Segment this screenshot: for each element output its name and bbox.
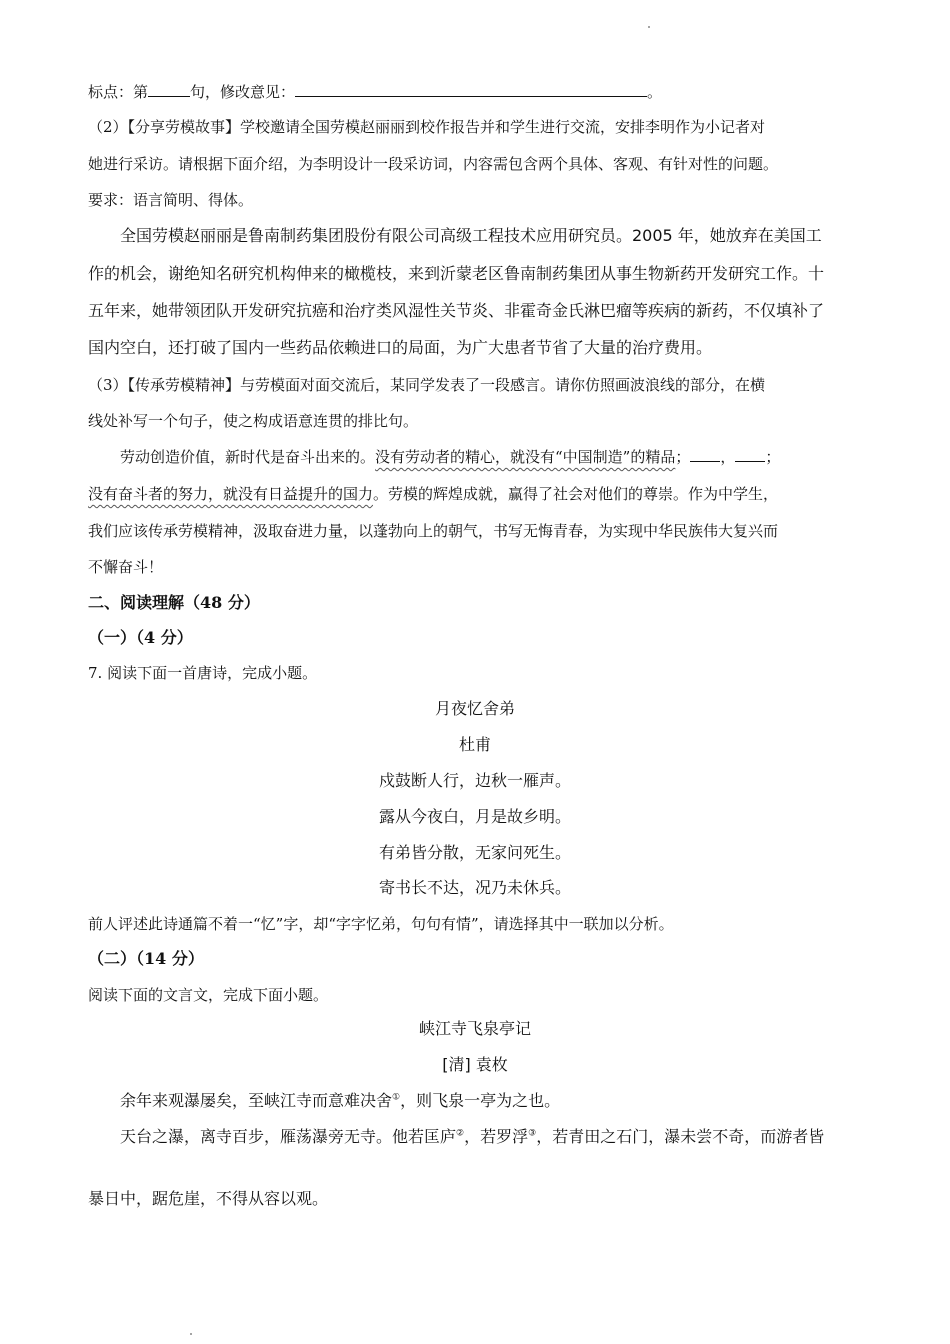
classical-title: 峡江寺飞泉亭记 bbox=[418, 1019, 531, 1038]
classical-para-1: 余年来观瀑屡矣，至峡江寺而意难决舍①，则飞泉一亭为之也。 bbox=[120, 1091, 561, 1110]
footnote-3: ③ bbox=[528, 1128, 537, 1139]
speech-line-2: 没有奋斗者的努力，就没有日益提升的国力。劳模的辉煌成就，赢得了社会对他们的尊崇。作为中学生， bbox=[88, 485, 779, 503]
poem-title: 月夜忆舍弟 bbox=[434, 699, 515, 718]
poem-line-3: 有弟皆分散，无家问死生。 bbox=[378, 843, 571, 862]
scan-dot bbox=[190, 1333, 192, 1335]
profile-line-3: 五年来，她带领团队开发研究抗癌和治疗类风湿性关节炎、非霍奇金氏淋巴瘤等疾病的新药，不仅填补了 bbox=[88, 301, 825, 320]
profile-line-2: 作的机会，谢绝知名研究机构伸来的橄榄枝，来到沂蒙老区鲁南制药集团从事生物新药开发研究工作。十 bbox=[88, 264, 825, 283]
section-2-heading: 二、阅读理解（48 分） bbox=[88, 593, 260, 612]
profile-line-1: 全国劳模赵丽丽是鲁南制药集团股份有限公司高级工程技术应用研究员。2005 年，她放弃在美国工 bbox=[120, 226, 822, 245]
fill-blank-1[interactable] bbox=[690, 447, 720, 462]
speech-line-3: 我们应该传承劳模精神，汲取奋进力量，以蓬勃向上的朝气，书写无悔青春，为实现中华民族伟大复兴而 bbox=[88, 522, 779, 540]
profile-line-4: 国内空白，还打破了国内一些药品依赖进口的局面，为广大患者节省了大量的治疗费用。 bbox=[88, 338, 713, 357]
question-7-intro: 7. 阅读下面一首唐诗，完成小题。 bbox=[88, 664, 318, 682]
poem-line-4: 寄书长不达，况乃未休兵。 bbox=[378, 878, 571, 897]
question-7-task: 前人评述此诗通篇不着一“忆”字，却“字字忆弟，句句有情”，请选择其中一联加以分析。 bbox=[88, 915, 674, 933]
fill-blank-line: 标点：第 句，修改意见： 。 bbox=[88, 83, 663, 101]
speech-line-1: 劳动创造价值，新时代是奋斗出来的。没有劳动者的精心，就没有“中国制造”的精品； ， ； bbox=[120, 448, 781, 466]
poem-author: 杜甫 bbox=[458, 735, 491, 754]
classical-para-2-cont: 暴日中，踞危崖，不得从容以观。 bbox=[88, 1189, 329, 1208]
part-2-intro: 阅读下面的文言文，完成下面小题。 bbox=[88, 986, 329, 1004]
question-2-line-2: 她进行采访。请根据下面介绍，为李明设计一段采访词，内容需包含两个具体、客观、有针对性的问题。 bbox=[88, 155, 779, 173]
sentence-number-blank[interactable] bbox=[148, 82, 190, 97]
footnote-1: ① bbox=[392, 1092, 401, 1103]
question-3-line-1: （3）【传承劳模精神】与劳模面对面交流后，某同学发表了一段感言。请你仿照画波浪线的部分，在横 bbox=[88, 376, 766, 394]
revision-blank[interactable] bbox=[295, 82, 647, 97]
speech-line-4: 不懈奋斗！ bbox=[88, 558, 164, 576]
wavy-underlined-sentence-2: 没有奋斗者的努力，就没有日益提升的国力 bbox=[88, 485, 374, 503]
footnote-2: ② bbox=[456, 1128, 465, 1139]
question-3-line-2: 线处补写一个句子，使之构成语意连贯的排比句。 bbox=[88, 412, 419, 430]
question-2-line-3: 要求：语言简明、得体。 bbox=[88, 191, 254, 209]
part-2-heading: （二）（14 分） bbox=[88, 949, 204, 968]
classical-para-2: 天台之瀑，离寺百步，雁荡瀑旁无寺。他若匡庐②，若罗浮③，若青田之石门，瀑未尝不奇，而游者皆 bbox=[120, 1127, 825, 1146]
question-2-line-1: （2）【分享劳模故事】学校邀请全国劳模赵丽丽到校作报告并和学生进行交流，安排李明作为小记者对 bbox=[88, 118, 766, 136]
scan-dot bbox=[648, 26, 650, 28]
part-1-heading: （一）（4 分） bbox=[88, 628, 193, 647]
classical-author: [清] 袁枚 bbox=[442, 1055, 508, 1074]
fill-blank-2[interactable] bbox=[735, 447, 765, 462]
poem-line-1: 戍鼓断人行，边秋一雁声。 bbox=[378, 771, 571, 790]
wavy-underlined-sentence-1: 没有劳动者的精心，就没有“中国制造”的精品 bbox=[375, 448, 676, 466]
poem-line-2: 露从今夜白，月是故乡明。 bbox=[378, 807, 571, 826]
